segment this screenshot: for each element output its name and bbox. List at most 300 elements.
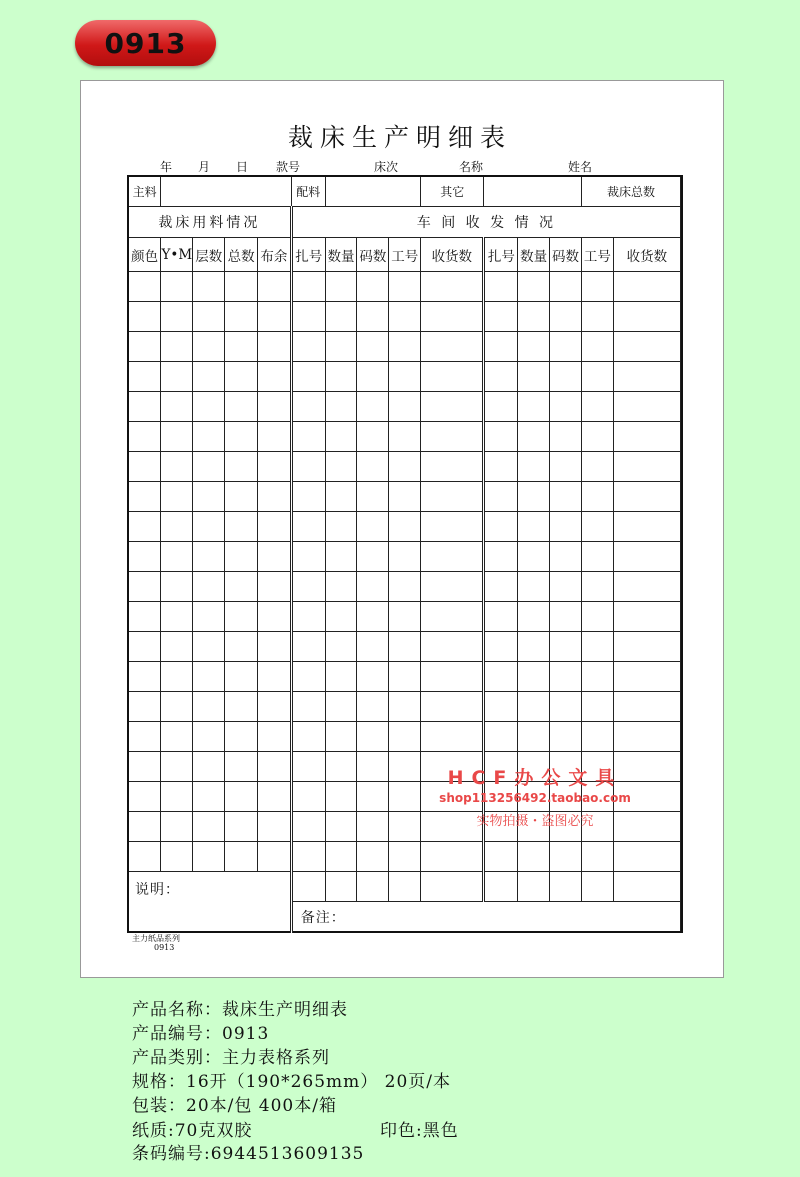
grid-cell[interactable] bbox=[257, 842, 291, 872]
grid-cell[interactable] bbox=[550, 302, 582, 332]
notes-gap-cell bbox=[518, 872, 550, 902]
grid-cell[interactable] bbox=[581, 272, 613, 302]
grid-cell[interactable] bbox=[291, 302, 325, 332]
grid-cell[interactable] bbox=[193, 722, 225, 752]
grid-cell[interactable] bbox=[357, 722, 389, 752]
cut-total-field[interactable] bbox=[681, 176, 683, 207]
grid-cell[interactable] bbox=[193, 812, 225, 842]
grid-cell[interactable] bbox=[128, 782, 161, 812]
grid-cell[interactable] bbox=[193, 692, 225, 722]
grid-cell[interactable] bbox=[421, 392, 484, 422]
grid-cell[interactable] bbox=[291, 722, 325, 752]
grid-cell[interactable] bbox=[291, 632, 325, 662]
grid-cell[interactable] bbox=[225, 662, 258, 692]
grid-cell[interactable] bbox=[357, 842, 389, 872]
grid-cell[interactable] bbox=[518, 362, 550, 392]
grid-cell[interactable] bbox=[581, 842, 613, 872]
grid-cell[interactable] bbox=[613, 572, 680, 602]
grid-cell[interactable] bbox=[581, 512, 613, 542]
grid-cell[interactable] bbox=[357, 332, 389, 362]
grid-cell[interactable] bbox=[291, 692, 325, 722]
grid-cell[interactable] bbox=[161, 662, 193, 692]
grid-cell[interactable] bbox=[389, 422, 421, 452]
grid-cell[interactable] bbox=[421, 692, 484, 722]
grid-cell[interactable] bbox=[581, 692, 613, 722]
grid-cell[interactable] bbox=[257, 722, 291, 752]
grid-cell[interactable] bbox=[389, 332, 421, 362]
grid-cell[interactable] bbox=[225, 422, 258, 452]
grid-cell[interactable] bbox=[550, 392, 582, 422]
grid-cell[interactable] bbox=[225, 542, 258, 572]
grid-cell[interactable] bbox=[613, 662, 680, 692]
grid-cell[interactable] bbox=[518, 692, 550, 722]
grid-cell[interactable] bbox=[225, 572, 258, 602]
grid-cell[interactable] bbox=[518, 842, 550, 872]
grid-cell[interactable] bbox=[484, 302, 518, 332]
grid-cell[interactable] bbox=[161, 512, 193, 542]
grid-cell[interactable] bbox=[389, 572, 421, 602]
grid-cell[interactable] bbox=[357, 782, 389, 812]
grid-cell[interactable] bbox=[257, 692, 291, 722]
table-row bbox=[128, 362, 682, 392]
grid-cell[interactable] bbox=[128, 752, 161, 782]
grid-cell[interactable] bbox=[257, 392, 291, 422]
grid-cell[interactable] bbox=[581, 662, 613, 692]
grid-cell[interactable] bbox=[550, 512, 582, 542]
grid-cell[interactable] bbox=[128, 302, 161, 332]
grid-cell[interactable] bbox=[484, 332, 518, 362]
grid-cell[interactable] bbox=[291, 752, 325, 782]
grid-cell[interactable] bbox=[357, 422, 389, 452]
grid-cell[interactable] bbox=[613, 482, 680, 512]
grid-cell[interactable] bbox=[291, 362, 325, 392]
grid-cell[interactable] bbox=[257, 452, 291, 482]
grid-cell[interactable] bbox=[484, 362, 518, 392]
grid-cell[interactable] bbox=[581, 452, 613, 482]
grid-cell[interactable] bbox=[161, 812, 193, 842]
section-cutting-material: 裁床用料情况 bbox=[128, 207, 291, 238]
grid-cell[interactable] bbox=[291, 662, 325, 692]
grid-cell[interactable] bbox=[225, 782, 258, 812]
grid-cell[interactable] bbox=[225, 512, 258, 542]
grid-cell[interactable] bbox=[389, 692, 421, 722]
grid-cell[interactable] bbox=[550, 572, 582, 602]
grid-cell[interactable] bbox=[357, 542, 389, 572]
grid-cell[interactable] bbox=[389, 302, 421, 332]
grid-cell[interactable] bbox=[357, 662, 389, 692]
grid-cell[interactable] bbox=[581, 722, 613, 752]
grid-cell[interactable] bbox=[613, 362, 680, 392]
header-day: 日 bbox=[236, 160, 249, 174]
grid-cell[interactable] bbox=[421, 572, 484, 602]
grid-cell[interactable] bbox=[225, 272, 258, 302]
grid-cell[interactable] bbox=[325, 362, 357, 392]
grid-cell[interactable] bbox=[193, 332, 225, 362]
grid-cell[interactable] bbox=[225, 482, 258, 512]
grid-cell[interactable] bbox=[389, 512, 421, 542]
grid-cell[interactable] bbox=[161, 632, 193, 662]
grid-cell[interactable] bbox=[581, 422, 613, 452]
grid-cell[interactable] bbox=[291, 542, 325, 572]
grid-cell[interactable] bbox=[193, 782, 225, 812]
grid-cell[interactable] bbox=[193, 302, 225, 332]
grid-cell[interactable] bbox=[518, 722, 550, 752]
grid-cell[interactable] bbox=[161, 422, 193, 452]
grid-cell[interactable] bbox=[550, 452, 582, 482]
grid-cell[interactable] bbox=[550, 422, 582, 452]
grid-cell[interactable] bbox=[613, 842, 680, 872]
grid-cell[interactable] bbox=[550, 842, 582, 872]
table-row bbox=[128, 692, 682, 722]
grid-cell[interactable] bbox=[518, 572, 550, 602]
grid-cell[interactable] bbox=[581, 632, 613, 662]
grid-cell[interactable] bbox=[357, 362, 389, 392]
grid-cell[interactable] bbox=[518, 602, 550, 632]
grid-cell[interactable] bbox=[161, 482, 193, 512]
grid-cell[interactable] bbox=[581, 362, 613, 392]
grid-cell[interactable] bbox=[484, 572, 518, 602]
grid-cell[interactable] bbox=[291, 422, 325, 452]
grid-cell[interactable] bbox=[325, 692, 357, 722]
grid-cell[interactable] bbox=[161, 272, 193, 302]
grid-cell[interactable] bbox=[581, 572, 613, 602]
grid-cell[interactable] bbox=[128, 542, 161, 572]
grid-cell[interactable] bbox=[484, 512, 518, 542]
grid-cell[interactable] bbox=[484, 722, 518, 752]
grid-cell[interactable] bbox=[225, 302, 258, 332]
grid-cell[interactable] bbox=[550, 362, 582, 392]
grid-cell[interactable] bbox=[225, 452, 258, 482]
grid-cell[interactable] bbox=[193, 482, 225, 512]
grid-cell[interactable] bbox=[518, 632, 550, 662]
grid-cell[interactable] bbox=[389, 482, 421, 512]
grid-cell[interactable] bbox=[257, 632, 291, 662]
grid-cell[interactable] bbox=[325, 482, 357, 512]
col-total: 总数 bbox=[225, 238, 258, 272]
grid-cell[interactable] bbox=[291, 392, 325, 422]
grid-cell[interactable] bbox=[389, 272, 421, 302]
grid-cell[interactable] bbox=[389, 632, 421, 662]
grid-cell[interactable] bbox=[421, 422, 484, 452]
grid-cell[interactable] bbox=[193, 392, 225, 422]
grid-cell[interactable] bbox=[193, 602, 225, 632]
grid-cell[interactable] bbox=[128, 692, 161, 722]
grid-cell[interactable] bbox=[128, 812, 161, 842]
grid-cell[interactable] bbox=[389, 722, 421, 752]
grid-cell[interactable] bbox=[325, 512, 357, 542]
grid-cell[interactable] bbox=[518, 392, 550, 422]
grid-cell[interactable] bbox=[325, 632, 357, 662]
grid-cell[interactable] bbox=[518, 452, 550, 482]
col-quantity: 数量 bbox=[325, 238, 357, 272]
grid-cell[interactable] bbox=[193, 572, 225, 602]
grid-cell[interactable] bbox=[193, 632, 225, 662]
grid-cell[interactable] bbox=[128, 392, 161, 422]
grid-cell[interactable] bbox=[389, 782, 421, 812]
grid-cell[interactable] bbox=[225, 332, 258, 362]
grid-cell[interactable] bbox=[389, 452, 421, 482]
grid-cell[interactable] bbox=[225, 632, 258, 662]
grid-cell[interactable] bbox=[550, 722, 582, 752]
notes-gap-cell bbox=[357, 872, 389, 902]
grid-cell[interactable] bbox=[325, 722, 357, 752]
grid-cell[interactable] bbox=[161, 392, 193, 422]
grid-cell[interactable] bbox=[257, 542, 291, 572]
grid-cell[interactable] bbox=[128, 662, 161, 692]
grid-cell[interactable] bbox=[421, 482, 484, 512]
col-ym: Y•M bbox=[161, 238, 193, 272]
grid-cell[interactable] bbox=[357, 482, 389, 512]
grid-cell[interactable] bbox=[550, 602, 582, 632]
grid-cell[interactable] bbox=[161, 602, 193, 632]
grid-cell[interactable] bbox=[291, 272, 325, 302]
grid-cell[interactable] bbox=[550, 662, 582, 692]
grid-cell[interactable] bbox=[291, 842, 325, 872]
grid-cell[interactable] bbox=[357, 632, 389, 662]
grid-cell[interactable] bbox=[581, 602, 613, 632]
grid-cell[interactable] bbox=[225, 752, 258, 782]
grid-cell[interactable] bbox=[421, 362, 484, 392]
grid-cell[interactable] bbox=[421, 302, 484, 332]
grid-cell[interactable] bbox=[581, 332, 613, 362]
grid-cell[interactable] bbox=[389, 662, 421, 692]
grid-cell[interactable] bbox=[257, 812, 291, 842]
grid-cell[interactable] bbox=[225, 842, 258, 872]
grid-cell[interactable] bbox=[291, 602, 325, 632]
grid-cell[interactable] bbox=[518, 272, 550, 302]
grid-cell[interactable] bbox=[389, 842, 421, 872]
grid-cell[interactable] bbox=[128, 602, 161, 632]
grid-cell[interactable] bbox=[484, 632, 518, 662]
grid-cell[interactable] bbox=[128, 362, 161, 392]
grid-cell[interactable] bbox=[389, 542, 421, 572]
grid-cell[interactable] bbox=[193, 452, 225, 482]
grid-cell[interactable] bbox=[161, 542, 193, 572]
grid-cell[interactable] bbox=[484, 602, 518, 632]
grid-cell[interactable] bbox=[389, 392, 421, 422]
grid-cell[interactable] bbox=[257, 482, 291, 512]
grid-cell[interactable] bbox=[613, 272, 680, 302]
grid-cell[interactable] bbox=[257, 782, 291, 812]
grid-cell[interactable] bbox=[421, 272, 484, 302]
grid-cell[interactable] bbox=[291, 332, 325, 362]
grid-cell[interactable] bbox=[257, 512, 291, 542]
grid-cell[interactable] bbox=[128, 632, 161, 662]
grid-cell[interactable] bbox=[518, 542, 550, 572]
grid-cell[interactable] bbox=[257, 422, 291, 452]
grid-cell[interactable] bbox=[581, 542, 613, 572]
grid-cell[interactable] bbox=[421, 632, 484, 662]
grid-cell[interactable] bbox=[325, 422, 357, 452]
grid-cell[interactable] bbox=[257, 332, 291, 362]
grid-cell[interactable] bbox=[193, 362, 225, 392]
grid-cell[interactable] bbox=[613, 332, 680, 362]
grid-cell[interactable] bbox=[550, 692, 582, 722]
grid-cell[interactable] bbox=[161, 842, 193, 872]
grid-cell[interactable] bbox=[225, 362, 258, 392]
grid-cell[interactable] bbox=[550, 332, 582, 362]
grid-cell[interactable] bbox=[421, 662, 484, 692]
grid-cell[interactable] bbox=[325, 302, 357, 332]
grid-cell[interactable] bbox=[193, 422, 225, 452]
grid-cell[interactable] bbox=[325, 272, 357, 302]
grid-cell[interactable] bbox=[325, 782, 357, 812]
grid-cell[interactable] bbox=[389, 362, 421, 392]
grid-cell[interactable] bbox=[161, 332, 193, 362]
grid-cell[interactable] bbox=[518, 662, 550, 692]
grid-cell[interactable] bbox=[257, 752, 291, 782]
column-header-row bbox=[128, 238, 682, 272]
aux-material-field[interactable] bbox=[325, 176, 421, 207]
grid-cell[interactable] bbox=[193, 542, 225, 572]
grid-cell[interactable] bbox=[128, 332, 161, 362]
grid-cell[interactable] bbox=[357, 272, 389, 302]
grid-cell[interactable] bbox=[581, 482, 613, 512]
grid-cell[interactable] bbox=[291, 812, 325, 842]
grid-cell[interactable] bbox=[325, 842, 357, 872]
grid-cell[interactable] bbox=[325, 542, 357, 572]
grid-cell[interactable] bbox=[613, 692, 680, 722]
grid-cell[interactable] bbox=[421, 602, 484, 632]
grid-cell[interactable] bbox=[325, 452, 357, 482]
grid-cell[interactable] bbox=[161, 572, 193, 602]
grid-cell[interactable] bbox=[193, 272, 225, 302]
grid-cell[interactable] bbox=[421, 332, 484, 362]
grid-cell[interactable] bbox=[291, 452, 325, 482]
grid-cell[interactable] bbox=[550, 542, 582, 572]
grid-cell[interactable] bbox=[291, 782, 325, 812]
grid-cell[interactable] bbox=[613, 422, 680, 452]
grid-cell[interactable] bbox=[291, 572, 325, 602]
grid-cell[interactable] bbox=[325, 572, 357, 602]
grid-cell[interactable] bbox=[357, 512, 389, 542]
grid-cell[interactable] bbox=[421, 722, 484, 752]
grid-cell[interactable] bbox=[128, 722, 161, 752]
grid-cell[interactable] bbox=[484, 482, 518, 512]
grid-cell[interactable] bbox=[291, 512, 325, 542]
grid-cell[interactable] bbox=[128, 482, 161, 512]
grid-cell[interactable] bbox=[581, 302, 613, 332]
grid-cell[interactable] bbox=[128, 512, 161, 542]
grid-cell[interactable] bbox=[325, 332, 357, 362]
grid-cell[interactable] bbox=[225, 602, 258, 632]
grid-cell[interactable] bbox=[613, 392, 680, 422]
grid-cell[interactable] bbox=[484, 392, 518, 422]
grid-cell[interactable] bbox=[421, 452, 484, 482]
col-color: 颜色 bbox=[128, 238, 161, 272]
grid-cell[interactable] bbox=[193, 662, 225, 692]
remark-label: 备注： bbox=[291, 902, 680, 933]
grid-cell[interactable] bbox=[357, 392, 389, 422]
grid-cell[interactable] bbox=[421, 542, 484, 572]
grid-cell[interactable] bbox=[325, 602, 357, 632]
grid-cell[interactable] bbox=[161, 722, 193, 752]
grid-cell[interactable] bbox=[325, 752, 357, 782]
grid-cell[interactable] bbox=[357, 452, 389, 482]
grid-cell[interactable] bbox=[257, 602, 291, 632]
info-paper: 纸质:70克双胶 bbox=[132, 1121, 253, 1141]
grid-cell[interactable] bbox=[193, 512, 225, 542]
grid-cell[interactable] bbox=[225, 812, 258, 842]
grid-cell[interactable] bbox=[357, 572, 389, 602]
grid-cell[interactable] bbox=[161, 452, 193, 482]
grid-cell[interactable] bbox=[357, 812, 389, 842]
grid-cell[interactable] bbox=[257, 572, 291, 602]
grid-cell[interactable] bbox=[225, 392, 258, 422]
grid-cell[interactable] bbox=[484, 692, 518, 722]
grid-cell[interactable] bbox=[518, 512, 550, 542]
grid-cell[interactable] bbox=[225, 692, 258, 722]
grid-cell[interactable] bbox=[613, 632, 680, 662]
grid-cell[interactable] bbox=[128, 842, 161, 872]
grid-cell[interactable] bbox=[484, 272, 518, 302]
grid-cell[interactable] bbox=[613, 602, 680, 632]
grid-cell[interactable] bbox=[484, 842, 518, 872]
grid-cell[interactable] bbox=[325, 812, 357, 842]
grid-cell[interactable] bbox=[581, 392, 613, 422]
grid-cell[interactable] bbox=[357, 302, 389, 332]
grid-cell[interactable] bbox=[193, 752, 225, 782]
grid-cell[interactable] bbox=[161, 362, 193, 392]
grid-cell[interactable] bbox=[421, 512, 484, 542]
grid-cell[interactable] bbox=[193, 842, 225, 872]
grid-cell[interactable] bbox=[613, 542, 680, 572]
grid-cell[interactable] bbox=[161, 692, 193, 722]
grid-cell[interactable] bbox=[613, 302, 680, 332]
grid-cell[interactable] bbox=[613, 722, 680, 752]
grid-cell[interactable] bbox=[550, 632, 582, 662]
grid-cell[interactable] bbox=[518, 422, 550, 452]
grid-cell[interactable] bbox=[257, 302, 291, 332]
material-row bbox=[128, 176, 682, 207]
grid-cell[interactable] bbox=[518, 482, 550, 512]
grid-cell[interactable] bbox=[128, 272, 161, 302]
grid-cell[interactable] bbox=[225, 722, 258, 752]
main-material-field[interactable] bbox=[161, 176, 291, 207]
grid-cell[interactable] bbox=[257, 362, 291, 392]
grid-cell[interactable] bbox=[291, 482, 325, 512]
grid-cell[interactable] bbox=[161, 302, 193, 332]
grid-cell[interactable] bbox=[257, 272, 291, 302]
grid-cell[interactable] bbox=[421, 842, 484, 872]
grid-cell[interactable] bbox=[613, 512, 680, 542]
grid-cell[interactable] bbox=[613, 452, 680, 482]
grid-cell[interactable] bbox=[357, 602, 389, 632]
grid-cell[interactable] bbox=[389, 602, 421, 632]
grid-cell[interactable] bbox=[484, 452, 518, 482]
other-field[interactable] bbox=[484, 176, 582, 207]
grid-cell[interactable] bbox=[389, 812, 421, 842]
grid-cell[interactable] bbox=[357, 692, 389, 722]
grid-cell[interactable] bbox=[128, 422, 161, 452]
grid-cell[interactable] bbox=[357, 752, 389, 782]
grid-cell[interactable] bbox=[128, 452, 161, 482]
grid-cell[interactable] bbox=[161, 752, 193, 782]
grid-cell[interactable] bbox=[325, 392, 357, 422]
grid-cell[interactable] bbox=[550, 482, 582, 512]
grid-cell[interactable] bbox=[550, 272, 582, 302]
grid-cell[interactable] bbox=[389, 752, 421, 782]
grid-cell[interactable] bbox=[518, 302, 550, 332]
grid-cell[interactable] bbox=[128, 572, 161, 602]
grid-cell[interactable] bbox=[161, 782, 193, 812]
grid-cell[interactable] bbox=[325, 662, 357, 692]
grid-cell[interactable] bbox=[518, 332, 550, 362]
grid-cell[interactable] bbox=[484, 422, 518, 452]
grid-cell[interactable] bbox=[484, 662, 518, 692]
grid-cell[interactable] bbox=[257, 662, 291, 692]
grid-cell[interactable] bbox=[484, 542, 518, 572]
